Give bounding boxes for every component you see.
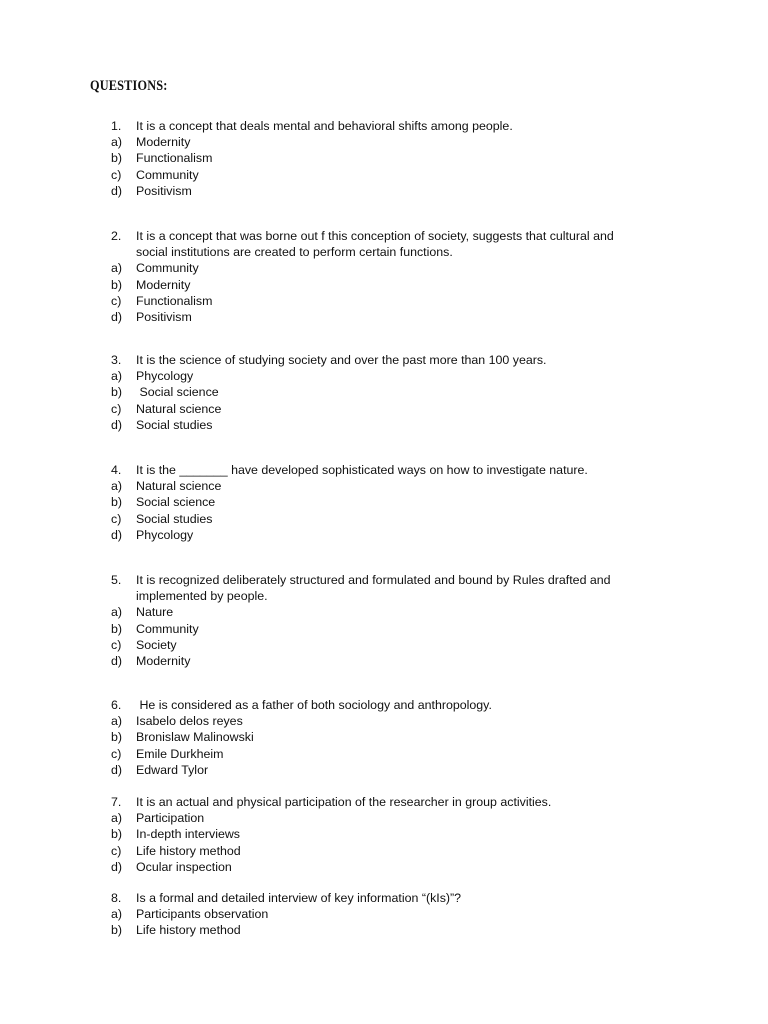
choice-letter: d): [111, 183, 123, 198]
choice-letter: c): [111, 167, 122, 182]
answer-choice: [111, 183, 681, 199]
question-number: 7.: [111, 795, 122, 809]
choice-letter: c): [111, 637, 122, 652]
choice-text: Participants observation: [136, 907, 269, 922]
question-number: 5.: [111, 573, 122, 587]
question-number: 6.: [111, 698, 122, 712]
question-item: [111, 352, 681, 433]
question-number: 4.: [111, 463, 122, 477]
question-text-row: [111, 794, 681, 810]
choice-letter: d): [111, 654, 123, 669]
choice-text: Positivism: [136, 183, 192, 198]
choice-letter: b): [111, 621, 123, 636]
answer-choice: [111, 167, 681, 183]
choice-letter: d): [111, 310, 123, 325]
question-number: 3.: [111, 353, 122, 367]
choice-letter: c): [111, 511, 122, 526]
choice-letter: a): [111, 907, 123, 922]
choice-text: Modernity: [136, 135, 191, 150]
choice-text: Functionalism: [136, 151, 213, 166]
answer-choice: [111, 134, 681, 150]
choice-letter: a): [111, 261, 123, 276]
choice-text: Modernity: [136, 654, 191, 669]
answer-choice: [111, 384, 681, 400]
answer-choice: [111, 859, 681, 875]
choice-letter: a): [111, 479, 123, 494]
question-text-row: [111, 588, 681, 604]
choice-letter: c): [111, 843, 122, 858]
question-item: [111, 697, 681, 778]
choice-text: Natural science: [136, 479, 222, 494]
page-title: QUESTIONS:: [90, 78, 168, 94]
choice-text: In-depth interviews: [136, 827, 240, 842]
question-number: 1.: [111, 119, 122, 133]
choice-letter: b): [111, 385, 123, 400]
choice-text: Social science: [136, 385, 219, 400]
choice-text: Participation: [136, 811, 205, 826]
choice-letter: a): [111, 135, 123, 150]
choice-text: Social science: [136, 495, 216, 510]
choice-text: Community: [136, 261, 199, 276]
answer-choice: [111, 604, 681, 620]
question-text-row: [111, 352, 681, 368]
answer-choice: [111, 511, 681, 527]
question-item: [111, 794, 681, 875]
answer-choice: [111, 417, 681, 433]
answer-choice: [111, 478, 681, 494]
answer-choice: [111, 713, 681, 729]
choice-letter: d): [111, 762, 123, 777]
answer-choice: [111, 401, 681, 417]
question-text-row: [111, 228, 681, 244]
choice-letter: d): [111, 527, 123, 542]
choice-letter: d): [111, 859, 123, 874]
answer-choice: [111, 922, 681, 938]
answer-choice: [111, 653, 681, 669]
question-item: [111, 572, 681, 669]
question-text-row: [111, 697, 681, 713]
question-text-row: [111, 244, 681, 260]
choice-text: Social studies: [136, 417, 213, 432]
question-text: It is recognized deliberately structured and formulated and bound by Rules drafted and: [136, 573, 611, 587]
answer-choice: [111, 309, 681, 325]
choice-letter: c): [111, 746, 122, 761]
question-text: It is the _______ have developed sophisticated ways on how to investigate nature.: [136, 463, 588, 477]
question-text: social institutions are created to perform certain functions.: [136, 245, 453, 260]
question-number: 8.: [111, 891, 122, 905]
question-text-row: [111, 890, 681, 906]
choice-letter: a): [111, 369, 123, 384]
answer-choice: [111, 150, 681, 166]
choice-text: Edward Tylor: [136, 762, 209, 777]
answer-choice: [111, 843, 681, 859]
answer-choice: [111, 906, 681, 922]
question-text: It is a concept that deals mental and behavioral shifts among people.: [136, 119, 513, 133]
answer-choice: [111, 637, 681, 653]
question-item: [111, 462, 681, 543]
answer-choice: [111, 762, 681, 778]
choice-text: Functionalism: [136, 293, 213, 308]
choice-text: Ocular inspection: [136, 859, 232, 874]
question-text: It is an actual and physical participation of the researcher in group activities.: [136, 795, 552, 809]
answer-choice: [111, 527, 681, 543]
choice-letter: b): [111, 923, 123, 938]
choice-text: Phycology: [136, 369, 194, 384]
choice-text: Natural science: [136, 401, 222, 416]
question-text: It is a concept that was borne out f this conception of society, suggests that cultural and: [136, 229, 614, 243]
question-text-row: [111, 118, 681, 134]
answer-choice: [111, 368, 681, 384]
choice-letter: b): [111, 730, 123, 745]
answer-choice: [111, 293, 681, 309]
choice-text: Emile Durkheim: [136, 746, 224, 761]
choice-letter: c): [111, 293, 122, 308]
answer-choice: [111, 729, 681, 745]
question-item: [111, 118, 681, 199]
choice-letter: d): [111, 417, 123, 432]
choice-letter: b): [111, 151, 123, 166]
question-text-row: [111, 572, 681, 588]
question-text: Is a formal and detailed interview of key information “(kIs)”?: [136, 891, 462, 905]
choice-letter: b): [111, 277, 123, 292]
question-number: 2.: [111, 229, 122, 243]
choice-text: Nature: [136, 605, 174, 620]
choice-letter: a): [111, 811, 123, 826]
answer-choice: [111, 621, 681, 637]
choice-text: Life history method: [136, 843, 241, 858]
choice-text: Isabelo delos reyes: [136, 714, 243, 729]
choice-text: Life history method: [136, 923, 241, 938]
question-item: [111, 890, 681, 939]
answer-choice: [111, 746, 681, 762]
choice-text: Community: [136, 167, 199, 182]
question-text: implemented by people.: [136, 589, 268, 604]
choice-text: Positivism: [136, 310, 192, 325]
choice-text: Modernity: [136, 277, 191, 292]
choice-text: Community: [136, 621, 199, 636]
answer-choice: [111, 277, 681, 293]
choice-letter: a): [111, 605, 123, 620]
answer-choice: [111, 810, 681, 826]
choice-letter: b): [111, 495, 123, 510]
choice-text: Society: [136, 637, 177, 652]
choice-text: Phycology: [136, 527, 194, 542]
answer-choice: [111, 260, 681, 276]
question-item: [111, 228, 681, 325]
question-text: He is considered as a father of both sociology and anthropology.: [136, 698, 492, 712]
question-text-row: [111, 462, 681, 478]
answer-choice: [111, 826, 681, 842]
choice-letter: c): [111, 401, 122, 416]
choice-text: Social studies: [136, 511, 213, 526]
answer-choice: [111, 494, 681, 510]
choice-text: Bronislaw Malinowski: [136, 730, 254, 745]
question-text: It is the science of studying society and over the past more than 100 years.: [136, 353, 547, 367]
choice-letter: a): [111, 714, 123, 729]
choice-letter: b): [111, 827, 123, 842]
